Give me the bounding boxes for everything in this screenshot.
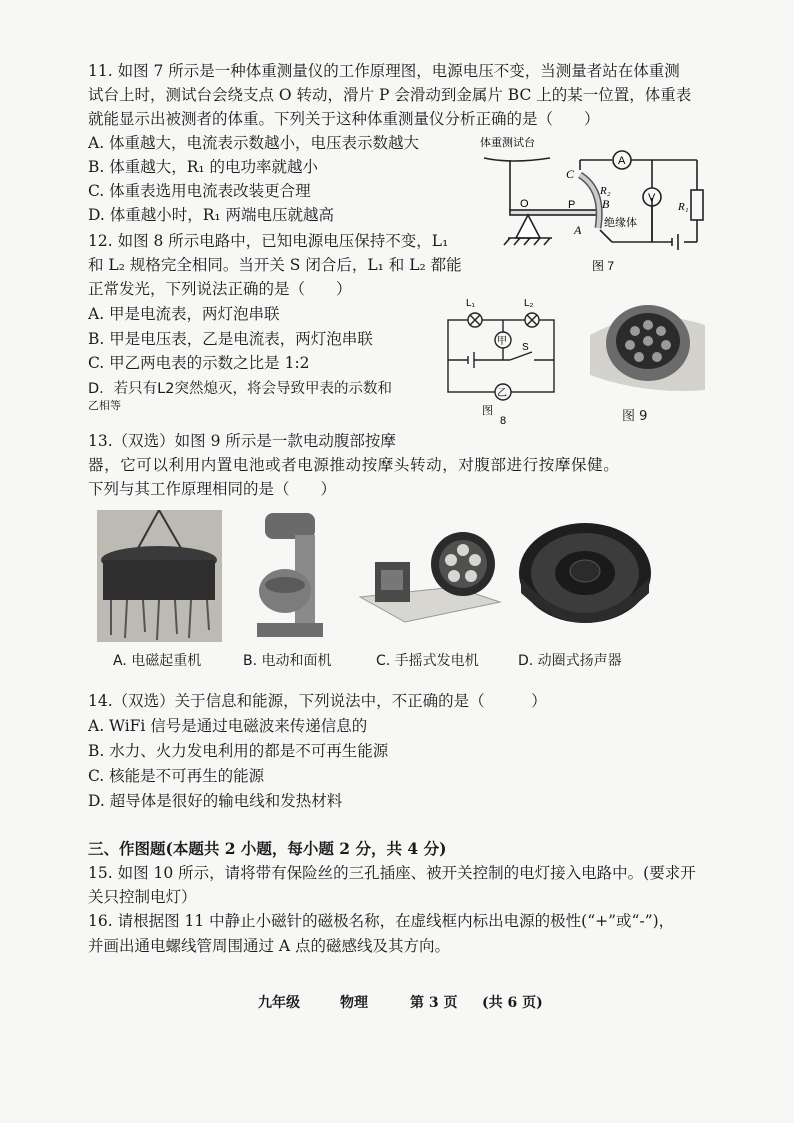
q11-option-a: A. 体重越大，电流表示数越小，电压表示数越大 [88,134,420,152]
figure-7-diagram [472,130,722,280]
q13-caption-b: B. 电动和面机 [243,653,332,669]
q13-caption-d: D. 动圈式扬声器 [518,653,622,669]
fig8-label-l1: L₁ [466,298,475,309]
q16-line2: 并画出通电螺线管周围通过 A 点的磁感线及其方向。 [88,937,451,955]
fig7-label-a: A [574,223,582,237]
q12-stem-line1: 12. 如图 8 所示电路中，已知电源电压保持不变，L₁ [88,232,449,250]
fig9-caption: 图 9 [622,409,648,424]
q13-stem-line2: 器，它可以利用内置电池或者电源推动按摩头转动，对腹部进行按摩保健。 [88,456,620,474]
q12-option-a: A. 甲是电流表，两灯泡串联 [88,305,280,323]
option-a-crane-photo [97,510,222,642]
q13-stem-line3: 下列与其工作原理相同的是（ ） [88,480,337,498]
q14-option-c: C. 核能是不可再生的能源 [88,767,265,785]
fig7-label-c: C [566,167,575,181]
q11-option-b: B. 体重越大，R₁ 的电功率就越小 [88,158,319,176]
option-c-generator-photo [355,522,505,640]
q14-option-b: B. 水力、火力发电利用的都是不可再生能源 [88,742,389,760]
fig7-label-r2: R₂ [600,185,611,197]
fig8-meter-yi: 乙 [497,388,507,399]
q11-stem-line1: 11. 如图 7 所示是一种体重测量仪的工作原理图，电源电压不变，当测量者站在体重测 [88,62,680,80]
footer-page-number: 第 3 页 [410,995,458,1011]
q12-option-d-cont: 乙相等 [88,399,121,412]
footer-subject: 物理 [340,995,368,1011]
q12-stem-line2: 和 L₂ 规格完全相同。当开关 S 闭合后，L₁ 和 L₂ 都能 [88,256,462,274]
fig7-label-p: P [568,199,576,211]
fig8-caption-a: 图 [482,405,493,417]
fig7-ammeter-symbol: A [618,155,626,167]
q11-option-c: C. 体重表选用电流表改装更合理 [88,182,311,200]
fig8-caption-b: 8 [500,415,507,425]
fig7-label-o: O [520,198,529,210]
q11-option-d: D. 体重越小时，R₁ 两端电压就越高 [88,206,335,224]
q16-line1: 16. 请根据图 11 中静止小磁针的磁极名称，在虚线框内标出电源的极性(“+”或“-”)， [88,912,675,930]
q12-option-c: C. 甲乙两电表的示数之比是 1:2 [88,354,310,372]
fig7-label-b: B [602,197,610,211]
q14-option-a: A. WiFi 信号是通过电磁波来传递信息的 [88,717,368,735]
figure-8-circuit [440,290,570,425]
q12-stem-line3: 正常发光，下列说法正确的是（ ） [88,280,352,298]
fig7-label-r1: R₁ [678,201,689,213]
q14-stem: 14.（双选）关于信息和能源，下列说法中，不正确的是（ ） [88,692,547,710]
q13-stem-line1: 13.（双选）如图 9 所示是一款电动腹部按摩 [88,432,396,450]
footer-grade: 九年级 [258,995,300,1011]
section-3-heading: 三、作图题(本题共 2 小题，每小题 2 分，共 4 分) [88,839,447,858]
q11-stem-line3: 就能显示出被测者的体重。下列关于这种体重测量仪分析正确的是（ ） [88,110,600,128]
q12-option-d: D．若只有L2突然熄灭，将会导致甲表的示数和 [88,381,392,397]
fig8-meter-jia: 甲 [497,336,507,347]
fig7-caption: 图 7 [592,259,615,273]
q12-option-b: B. 甲是电压表，乙是电流表，两灯泡串联 [88,330,373,348]
option-b-mixer-photo [245,505,335,643]
footer-total-pages: (共 6 页) [482,995,543,1011]
fig8-label-s: S [522,342,529,353]
q11-stem-line2: 试台上时，测试台会绕支点 O 转动，滑片 P 会滑动到金属片 BC 上的某一位置，体重表 [88,86,692,104]
q15-line1: 15. 如图 10 所示，请将带有保险丝的三孔插座、被开关控制的电灯接入电路中。(要求开 [88,864,696,882]
fig7-voltmeter-symbol: V [648,192,656,204]
figure-9-massager-photo [585,295,710,400]
fig7-platform-label: 体重测试台 [480,137,535,149]
fig8-label-l2: L₂ [524,298,534,309]
q13-caption-c: C. 手摇式发电机 [376,653,479,669]
q15-line2: 关只控制电灯） [88,888,197,906]
option-d-speaker-photo [515,518,655,643]
q13-caption-a: A. 电磁起重机 [113,653,202,669]
q14-option-d: D. 超导体是很好的输电线和发热材料 [88,792,343,810]
fig7-insulator-label: 绝缘体 [604,217,637,229]
